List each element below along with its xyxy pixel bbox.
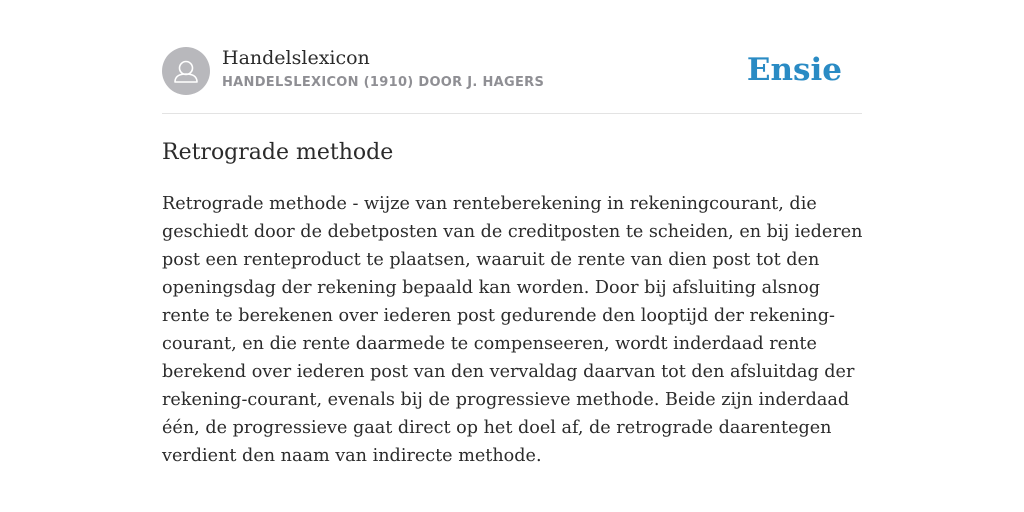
entry-title: Retrograde methode (162, 140, 394, 165)
entry-body: Retrograde methode - wijze van renteberekening in rekeningcourant, die geschiedt door de debetposten van de creditposten te scheiden, en bij iederen post een renteproduct te plaatsen, waaruit de rente van dien post tot den openingsdag der rekening bepaald kan worden. Door bij afsluiting alsnog rente te berekenen over iederen post gedurende den looptijd der rekening-courant, en die rente daarmede te compenseeren, wordt inderdaad rente berekend over iederen post van den vervaldag daarvan tot den afsluitdag der rekening-courant, evenals bij de progressieve methode. Beide zijn inderdaad één, de progressieve gaat direct op het doel af, de retrograde daarentegen verdient den naam van indirecte methode. (162, 194, 863, 466)
user-icon (162, 47, 210, 95)
brand-logo[interactable]: Ensie (746, 52, 842, 88)
divider (162, 113, 862, 114)
avatar[interactable] (162, 47, 210, 95)
source-title[interactable]: Handelslexicon (222, 47, 370, 69)
entry-card (162, 0, 862, 512)
source-subtitle: HANDELSLEXICON (1910) DOOR J. HAGERS (222, 75, 545, 90)
source-header (162, 47, 862, 95)
